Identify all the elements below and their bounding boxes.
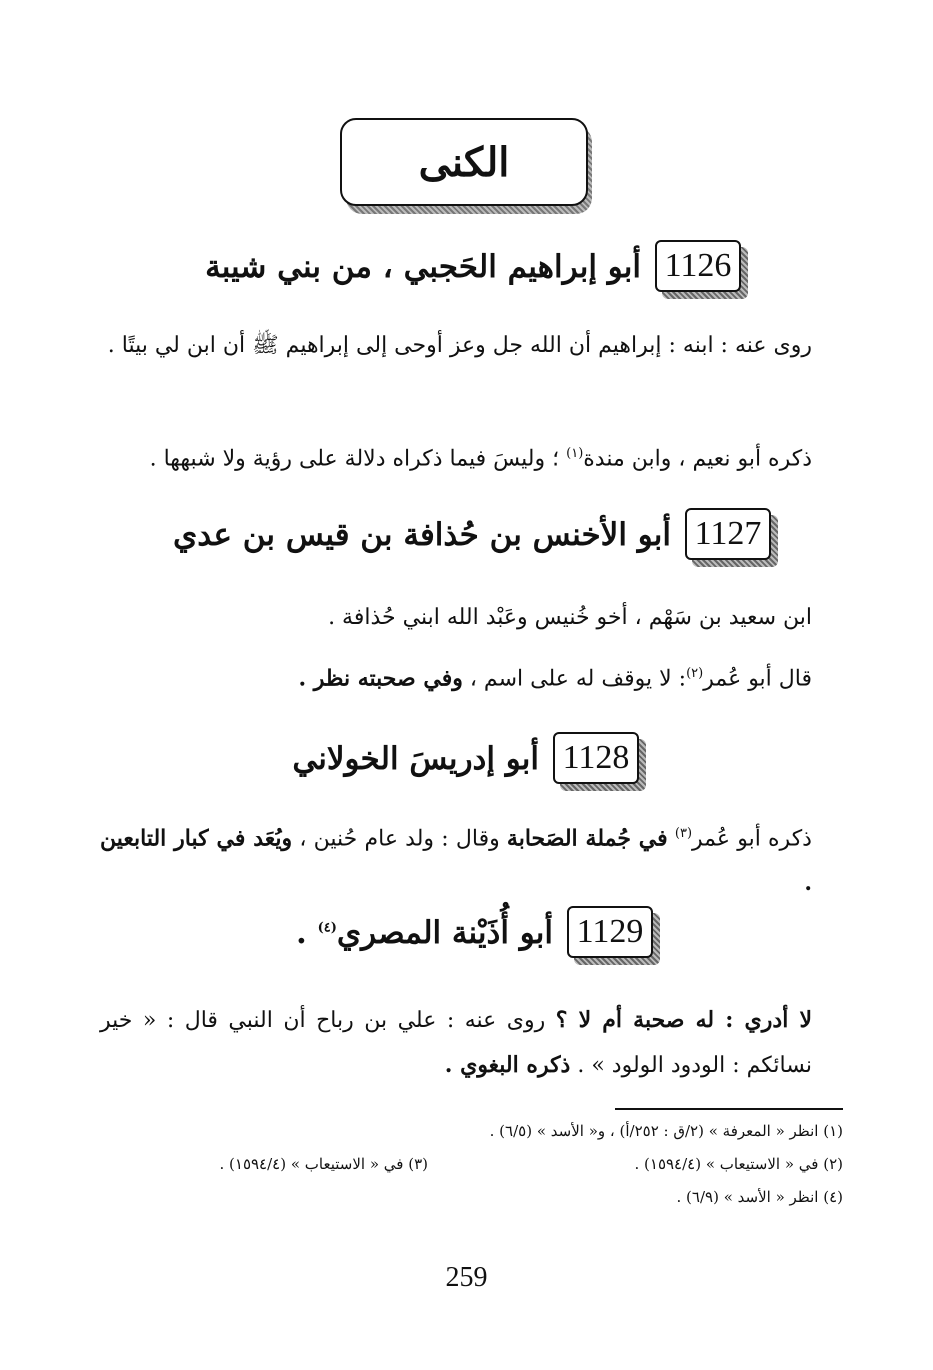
text-run: قال أبو عُمر (703, 666, 812, 692)
entry-title: أبو الأخنس بن حُذافة بن قيس بن عدي (172, 517, 671, 553)
entry-number-box (553, 732, 641, 786)
section-title: الكنى (340, 118, 588, 206)
entry-heading-1127 (173, 508, 773, 562)
footnote-marker: (١) (566, 446, 584, 461)
bold-phrase: ويُعَد في كبار التابعين . (100, 825, 812, 897)
entry-heading-1128 (292, 732, 641, 786)
bold-phrase: في جُملة الصَحابة (506, 825, 668, 852)
footnote-marker: (٤) (317, 920, 337, 936)
footnote-marker: (٢) (686, 666, 704, 681)
text-run: : لا يوقف له على اسم ، (462, 666, 687, 692)
entry-title-tail: . (296, 915, 318, 951)
entry-paragraph (100, 432, 812, 481)
entry-paragraph (100, 652, 812, 701)
entry-paragraph (100, 998, 812, 1088)
footnote-2: (٢) في « الاستيعاب » (١٥٩٤/٤) . (634, 1155, 843, 1173)
entry-number: 1126 (655, 240, 741, 292)
text-run: وقال : ولد عام حُنين ، (292, 826, 507, 852)
text-run: روى عنه : ابنه : إبراهيم أن الله جل وعز أوحى إلى إبراهيم ﷺ أن ابن لي بيتًا . (107, 333, 812, 358)
entry-number: 1129 (567, 906, 653, 958)
footnote-3: (٣) في « الاستيعاب » (١٥٩٤/٤) . (219, 1155, 428, 1173)
entry-title: أبو إدريسَ الخولاني (292, 741, 539, 777)
text-run: ابن سعيد بن سَهْم ، أخو خُنيس وعَبْد الله ابني حُذافة . (328, 605, 812, 630)
footnote-marker: (٣) (674, 826, 693, 841)
entry-paragraph (100, 596, 812, 640)
entry-number: 1128 (553, 732, 639, 784)
footnote-rule (615, 1108, 843, 1110)
entry-title-text: أبو أُذَيْنة المصري (336, 915, 553, 951)
bold-phrase: وفي صحبته نظر . (298, 665, 463, 692)
bold-phrase: ذكره البغوي . (444, 1052, 571, 1078)
text-run (668, 826, 675, 851)
entry-number-box (567, 906, 655, 960)
entry-paragraph (100, 812, 812, 906)
text-run: ذكره أبو نعيم ، وابن مندة (583, 446, 812, 472)
section-title-box (340, 118, 590, 208)
footnote-4: (٤) انظر « الأسد » (٦/٩) . (676, 1188, 843, 1206)
entry-heading-1126 (205, 240, 743, 294)
text-run: روى عنه : علي بن رباح أن النبي قال : « خير نسائكم : الودود الولود » . (100, 1008, 812, 1078)
text-run: ؛ وليسَ فيما ذكراه دلالة على رؤية ولا شبهها . (149, 446, 567, 472)
entry-number: 1127 (685, 508, 771, 560)
entry-paragraph (100, 324, 812, 368)
entry-number-box (655, 240, 743, 294)
bold-phrase: لا أدري : له صحبة أم لا ؟ (555, 1007, 813, 1033)
entry-heading-1129 (296, 906, 655, 960)
footnote-1: (١) انظر « المعرفة » (٢/ق : ٢٥٢/أ) ، و« الأسد » (٦/٥) . (489, 1122, 843, 1140)
entry-number-box (685, 508, 773, 562)
entry-title (296, 915, 553, 951)
text-run: ذكره أبو عُمر (692, 826, 812, 852)
entry-title: أبو إبراهيم الحَجبي ، من بني شيبة (205, 249, 641, 285)
page-number: 259 (445, 1262, 488, 1293)
